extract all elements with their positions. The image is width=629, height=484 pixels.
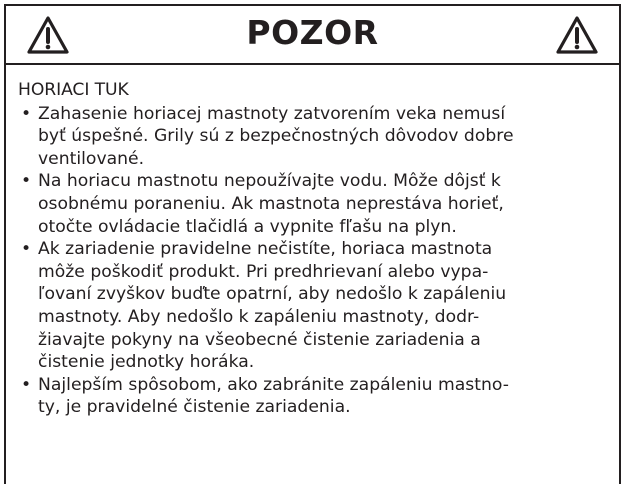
section-heading: HORIACI TUK: [18, 80, 129, 100]
warning-triangle-icon: [555, 15, 599, 55]
bullet-dot: •: [21, 239, 32, 260]
bullet-line: Ak zariadenie pravidelne nečistíte, horiaca mastnota: [38, 239, 493, 260]
warning-notice: [4, 4, 621, 484]
bullet-line: Zahasenie horiacej mastnoty zatvorením veka nemusí: [38, 103, 506, 124]
list-item: [18, 238, 618, 374]
notice-header: [6, 6, 619, 65]
bullet-line: Najlepším spôsobom, ako zabránite zapáleniu mastno-: [38, 374, 509, 395]
bullet-line: ventilované.: [38, 148, 145, 169]
bullet-line: osobnému poraneniu. Ak mastnota neprestáva horieť,: [38, 193, 504, 214]
bullet-line: čistenie jednotky horáka.: [38, 352, 255, 373]
notice-body: [6, 65, 619, 419]
bullet-line: Na horiacu mastnotu nepoužívajte vodu. Môže dôjsť k: [38, 171, 501, 192]
bullet-dot: •: [21, 374, 32, 395]
bullet-line: ty, je pravidelné čistenie zariadenia.: [38, 397, 351, 418]
bullet-line: byť úspešné. Grily sú z bezpečnostných dôvodov dobre: [38, 126, 514, 147]
bullet-dot: •: [21, 171, 32, 192]
bullet-line: otočte ovládacie tlačidlá a vypnite fľašu na plyn.: [38, 216, 457, 237]
bullet-line: mastnoty. Aby nedošlo k zapáleniu mastnoty, dodr-: [38, 306, 480, 327]
bullet-list: [18, 103, 619, 419]
notice-title: POZOR: [246, 13, 379, 52]
bullet-dot: •: [21, 103, 32, 124]
list-item: [18, 374, 618, 419]
bullet-line: môže poškodiť produkt. Pri predhrievaní alebo vypa-: [38, 261, 489, 282]
list-item: [18, 170, 618, 238]
bullet-line: ľovaní zvyškov buďte opatrní, aby nedošlo k zapáleniu: [38, 284, 507, 305]
list-item: [18, 103, 618, 171]
bullet-line: žiavajte pokyny na všeobecné čistenie zariadenia a: [38, 329, 481, 350]
